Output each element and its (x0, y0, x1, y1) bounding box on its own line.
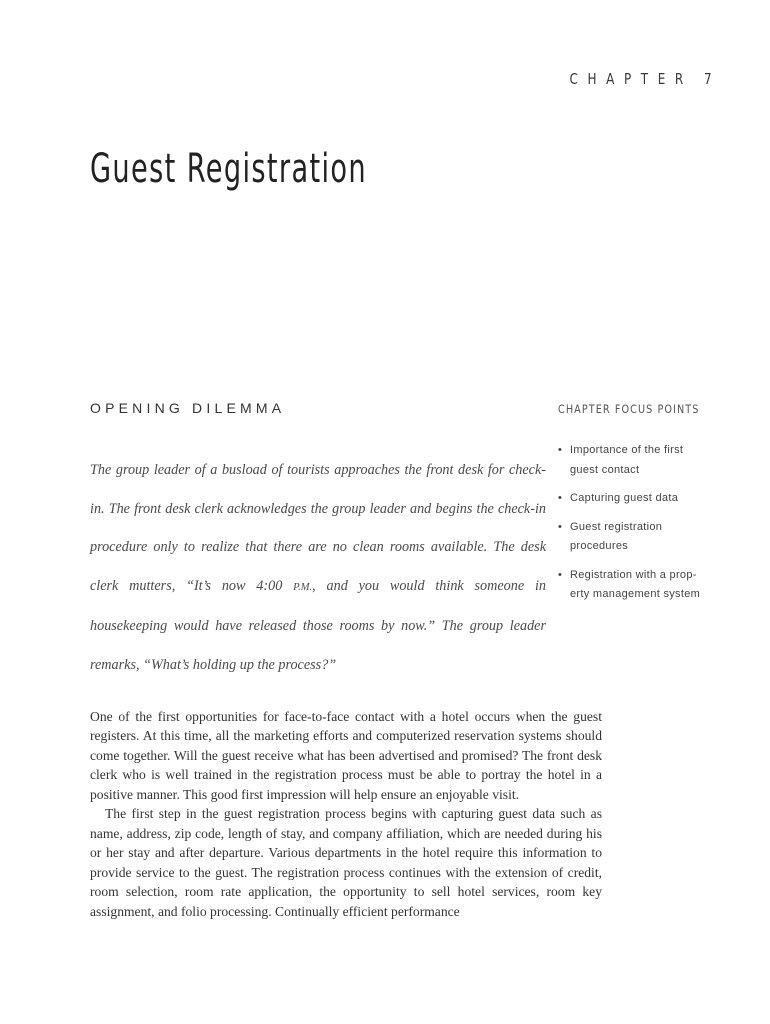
chapter-number: 7 (704, 70, 712, 88)
bullet-icon: • (558, 568, 563, 581)
chapter-title: Guest Registration (90, 146, 368, 192)
focus-point-text: Guest registration procedures (570, 520, 663, 552)
dilemma-text-part1: The group leader of a busload of tourists approaches the front desk for check-in. The front desk clerk acknowledges the group leader and begins the check-in procedure only to realize that there are no clean rooms available. The desk clerk mutters, “It’s now 4:00 (90, 462, 546, 594)
focus-point-item (558, 489, 708, 509)
focus-point-text: Importance of the first guest contact (570, 444, 684, 476)
body-paragraph: The first step in the guest registration process begins with capturing guest data such as name, address, zip code, length of stay, and company affiliation, which are needed during his or her stay and after departure. Various departments in the hotel require this information to provide service to the guest. The registration process continues with the extension of credit, room selection, room rate application, the opportunity to sell hotel services, room key assignment, and folio processing. Continually efficient performance (90, 806, 602, 919)
focus-point-text: Registration with a prop-erty management system (570, 568, 701, 600)
opening-dilemma-heading: OPENING DILEMMA (90, 400, 286, 416)
focus-point-item (558, 518, 708, 557)
chapter-word: CHAPTER (569, 70, 694, 88)
focus-points-heading: CHAPTER FOCUS POINTS (558, 402, 700, 416)
chapter-label (570, 70, 712, 88)
body-text (90, 707, 602, 921)
chapter-focus-points (558, 402, 708, 614)
focus-point-text: Capturing guest data (570, 492, 679, 504)
dilemma-text-part2: , and you would think someone in housekeeping would have released those rooms by now.” The group leader remarks, “What’s holding up the process?” (90, 577, 546, 673)
focus-points-list (558, 441, 708, 605)
opening-dilemma-text (90, 451, 546, 685)
focus-point-item (558, 566, 708, 605)
bullet-icon: • (558, 520, 563, 533)
dilemma-time-suffix: P.M. (293, 581, 313, 593)
body-paragraph: One of the first opportunities for face-to-face contact with a hotel occurs when the guest registers. At this time, all the marketing efforts and computerized reservation systems should come together. Will the guest receive what has been advertised and promised? The front desk clerk who is well trained in the registration process must be able to portray the hotel in a positive manner. This good first impression will help ensure an enjoyable visit. (90, 709, 602, 802)
bullet-icon: • (558, 492, 563, 504)
focus-point-item (558, 441, 708, 480)
bullet-icon: • (558, 444, 563, 456)
